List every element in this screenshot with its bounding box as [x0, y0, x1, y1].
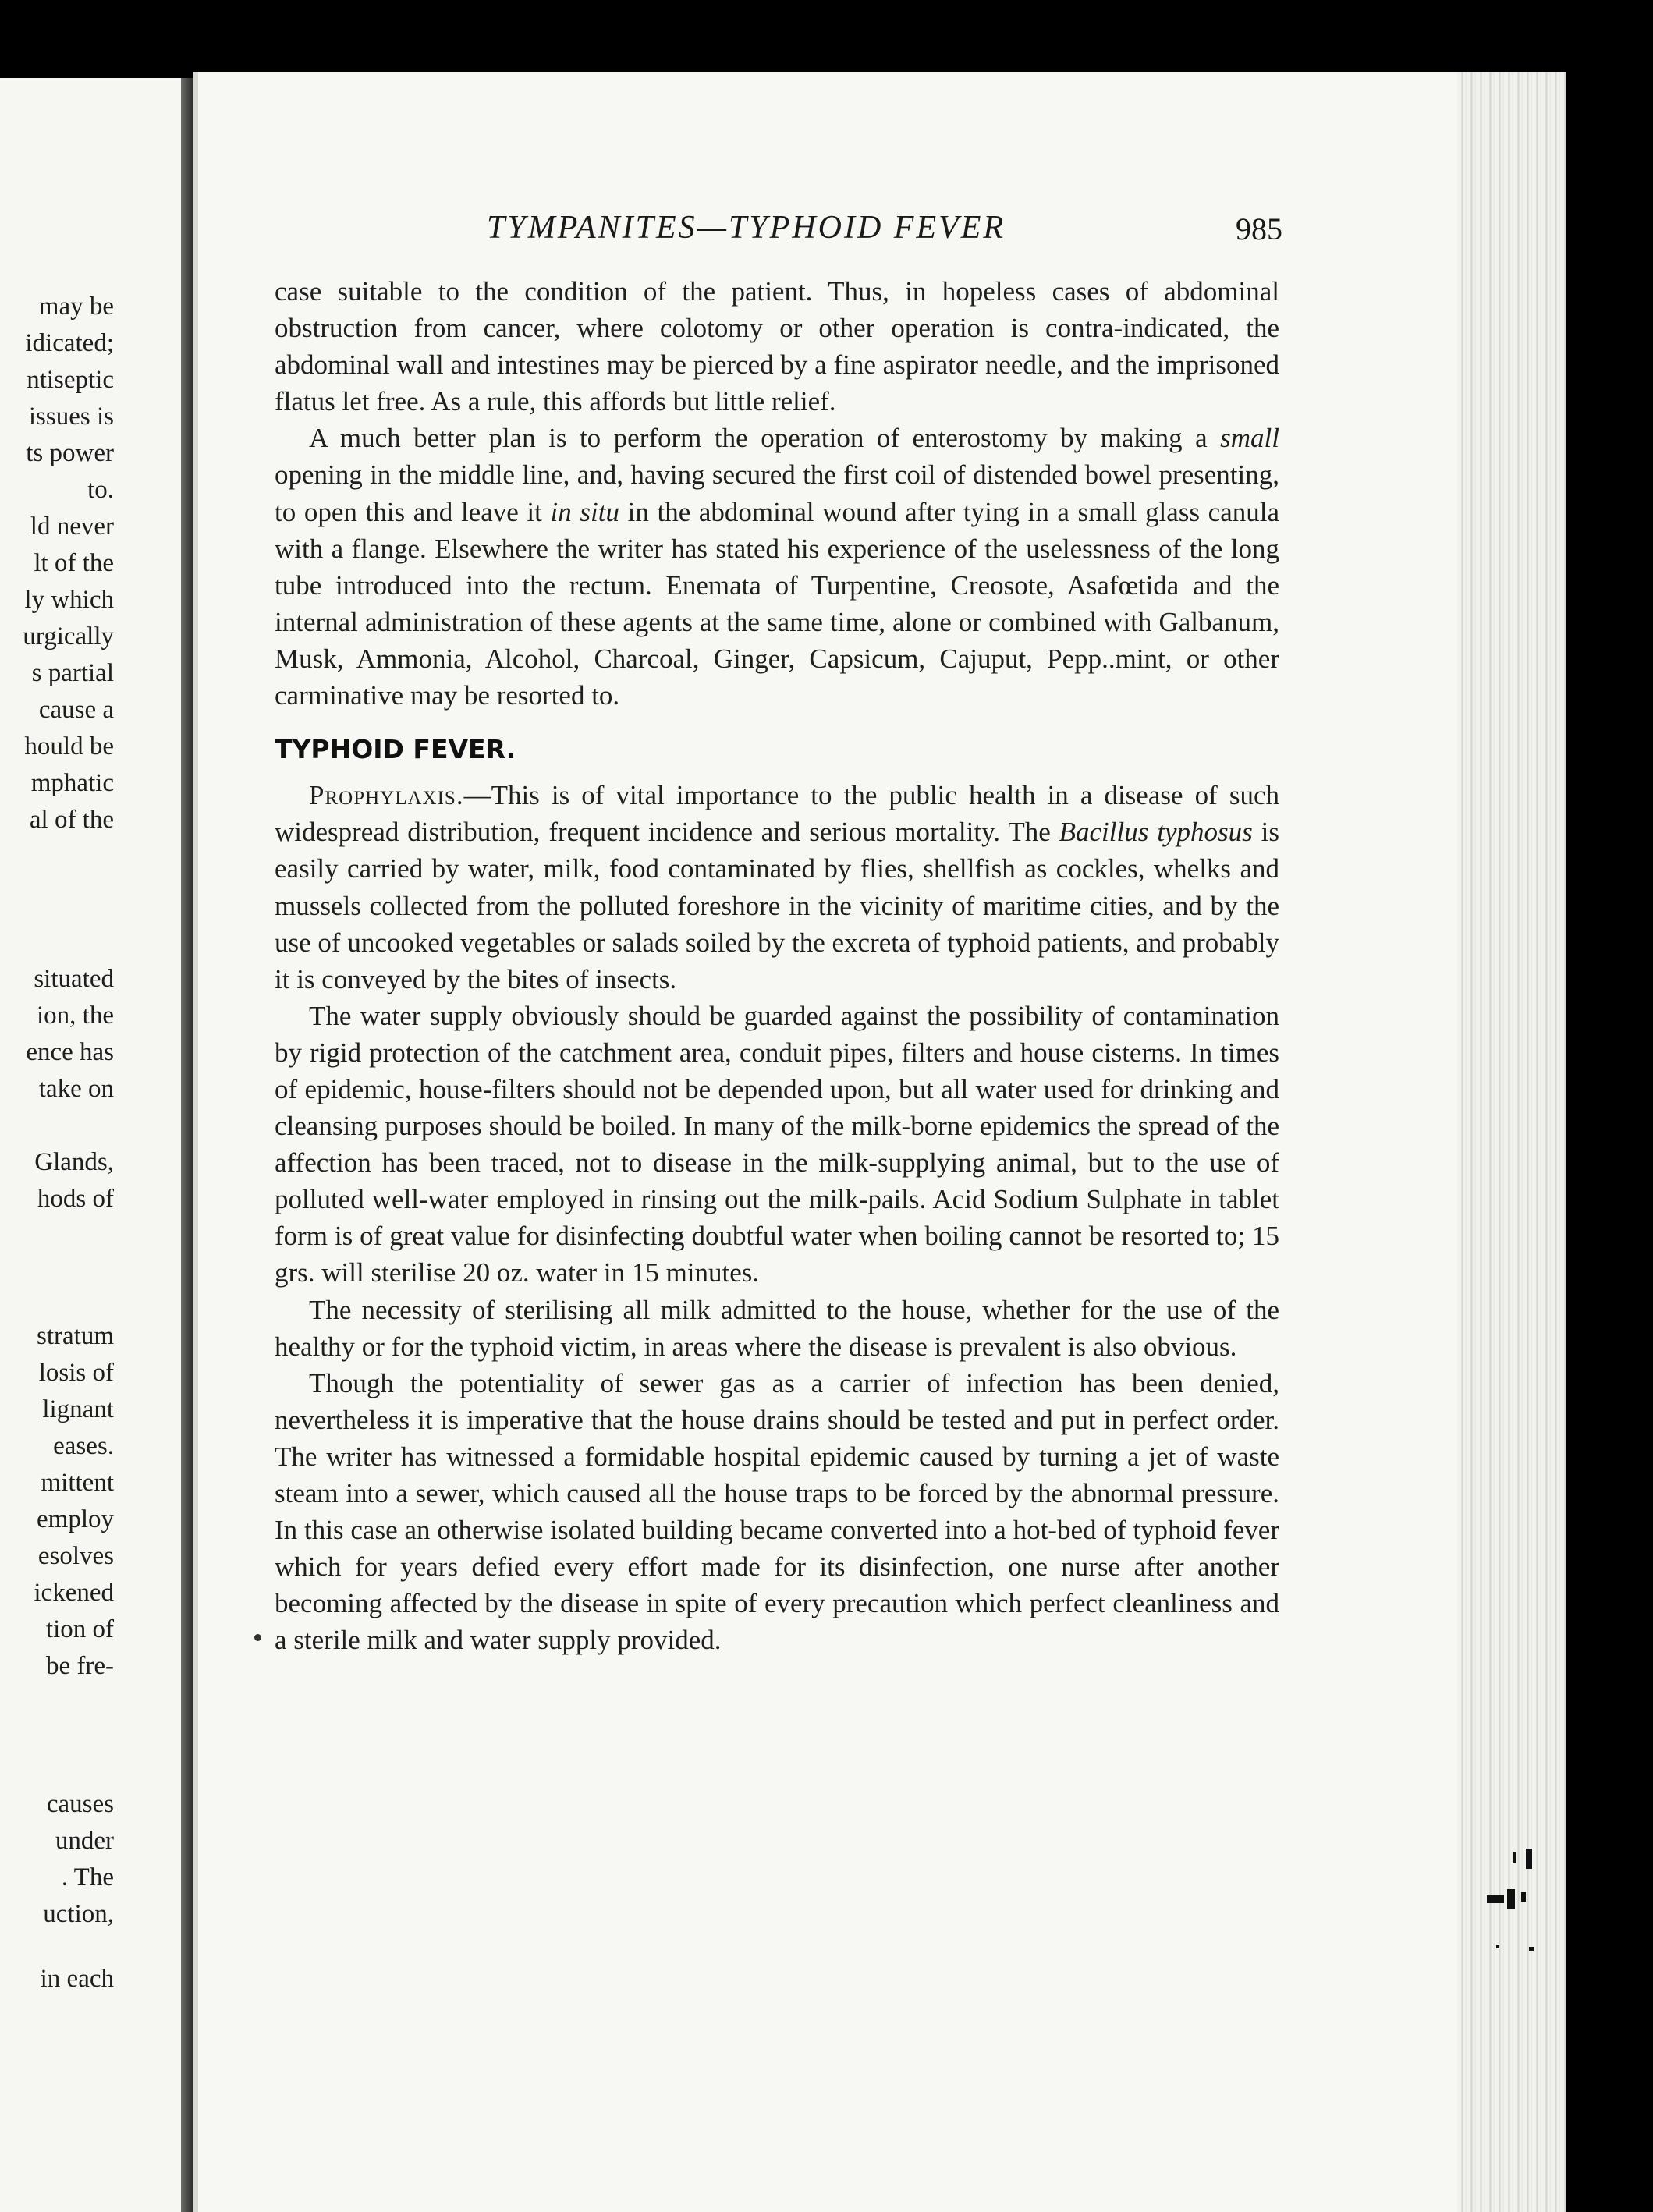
edge-marks: [1479, 1841, 1541, 1950]
left-line: cause a: [38, 696, 114, 724]
left-line: mphatic: [30, 769, 114, 797]
left-line: ickened: [34, 1579, 114, 1607]
emphasis: small: [1220, 423, 1279, 454]
left-line: employ: [37, 1505, 114, 1533]
run-in-heading: Prophylaxis.: [309, 780, 464, 811]
margin-dot: [254, 1634, 261, 1641]
emphasis: in situ: [550, 496, 619, 527]
left-line: issues is: [28, 402, 114, 431]
left-line: take on: [38, 1075, 114, 1103]
left-line: causes: [46, 1790, 114, 1818]
left-line: mittent: [41, 1469, 114, 1497]
left-line: under: [55, 1827, 114, 1855]
section-heading: TYPHOID FEVER.: [275, 734, 516, 765]
text-run: —This is of vital importance to the public health in a disease of such widespread distribution, frequent incidence and serious mortality. The: [275, 780, 1279, 848]
left-line: ts power: [26, 439, 114, 467]
paragraph: [275, 420, 1279, 714]
left-line: ence has: [26, 1038, 114, 1066]
emphasis: Bacillus typhosus: [1059, 817, 1253, 848]
left-line: be fre-: [45, 1652, 114, 1680]
paragraph: The water supply obviously should be guarded against the possibility of contamination by rigid protection of the catchment area, conduit pipes, filters and house cisterns. In times of epidemic, house-filters should not be depended upon, but all water used for drinking and cleansing purposes should be boiled. In many of the milk-borne epidemics the spread of the affection has been traced, not to disease in the milk-supplying animal, but to the use of polluted well-water employed in rinsing out the milk-pails. Acid Sodium Sulphate in tablet form is of great value for disinfecting doubtful water when boiling cannot be resorted to; 15 grs. will sterilise 20 oz. water in 15 minutes.: [275, 1000, 1279, 1289]
body-text: [275, 273, 1279, 1658]
text-run: A much better plan is to perform the operation of enterostomy by making a: [309, 423, 1221, 454]
left-page-fragment: [0, 78, 186, 2212]
left-line: to.: [87, 476, 114, 504]
left-line: situated: [34, 965, 114, 993]
left-line: lt of the: [34, 549, 114, 577]
left-line: ntiseptic: [27, 366, 114, 394]
left-line: . The: [61, 1863, 114, 1891]
left-line: eases.: [53, 1432, 114, 1460]
text-run: is easily carried by water, milk, food contaminated by flies, shellfish as cockles, whelks and mussels collected from the polluted foreshore in the vicinity of maritime cities, and by the use of uncooked vegetables or salads soiled by the excreta of typhoid patients, and probably it is conveyed by the bites of insects.: [275, 817, 1279, 994]
left-line: losis of: [38, 1359, 114, 1387]
left-line: may be: [38, 292, 114, 321]
text-run: opening in the middle line, and, having secured the first coil of distended bowel presenting, to open this and leave it: [275, 459, 1279, 527]
left-line: Glands,: [34, 1148, 114, 1176]
left-line: tion of: [45, 1615, 114, 1643]
left-line: esolves: [37, 1542, 114, 1570]
paragraph: Though the potentiality of sewer gas as a carrier of infection has been denied, nevertheless it is imperative that the house drains should be tested and put in perfect order. The writer has witnessed a formidable hospital epidemic caused by turning a jet of waste steam into a sewer, which caused all the house traps to be forced by the abnormal pressure. In this case an otherwise isolated building became converted into a hot-bed of typhoid fever which for years defied every effort made for its disinfection, one nurse after another becoming affected by the disease in spite of every precaution which perfect cleanliness and a sterile milk and water supply provided.: [275, 1367, 1279, 1656]
paragraph: The necessity of sterilising all milk admitted to the house, whether for the use of the healthy or for the typhoid victim, in areas where the disease is prevalent is also obvious.: [275, 1294, 1279, 1362]
left-line: al of the: [29, 806, 114, 834]
page-header: [487, 209, 1282, 256]
left-line: uction,: [43, 1900, 114, 1928]
left-line: ion, the: [37, 1001, 114, 1030]
page-number: 985: [1236, 211, 1282, 246]
paragraph: [275, 777, 1279, 998]
running-title: TYMPANITES—TYPHOID FEVER: [487, 210, 1006, 246]
left-line: hould be: [24, 732, 114, 760]
left-line: lignant: [42, 1395, 114, 1423]
left-line: stratum: [37, 1322, 114, 1350]
left-line: ly which: [24, 586, 114, 614]
left-line: in each: [40, 1965, 114, 1993]
text-run: in the abdominal wound after tying in a small glass canula with a flange. Elsewhere the writer has stated his experience of the uselessness of the long tube introduced into the rectum. Enemata of Turpentine, Creosote, Asafœtida and the internal administration of these agents at the same time, alone or combined with Galbanum, Musk, Ammonia, Alcohol, Charcoal, Ginger, Capsicum, Cajuput, Pepp..mint, or other carminative may be resorted to.: [275, 496, 1280, 711]
left-line: urgically: [23, 622, 114, 650]
left-line: ld never: [30, 512, 114, 541]
paragraph: case suitable to the condition of the patient. Thus, in hopeless cases of abdominal obstruction from cancer, where colotomy or other operation is contra-indicated, the abdominal wall and intestines may be pierced by a fine aspirator needle, and the imprisoned flatus let free. As a rule, this affords but little relief.: [275, 276, 1279, 417]
left-line: s partial: [31, 659, 114, 687]
left-line: hods of: [37, 1185, 114, 1213]
left-line: idicated;: [25, 329, 114, 357]
